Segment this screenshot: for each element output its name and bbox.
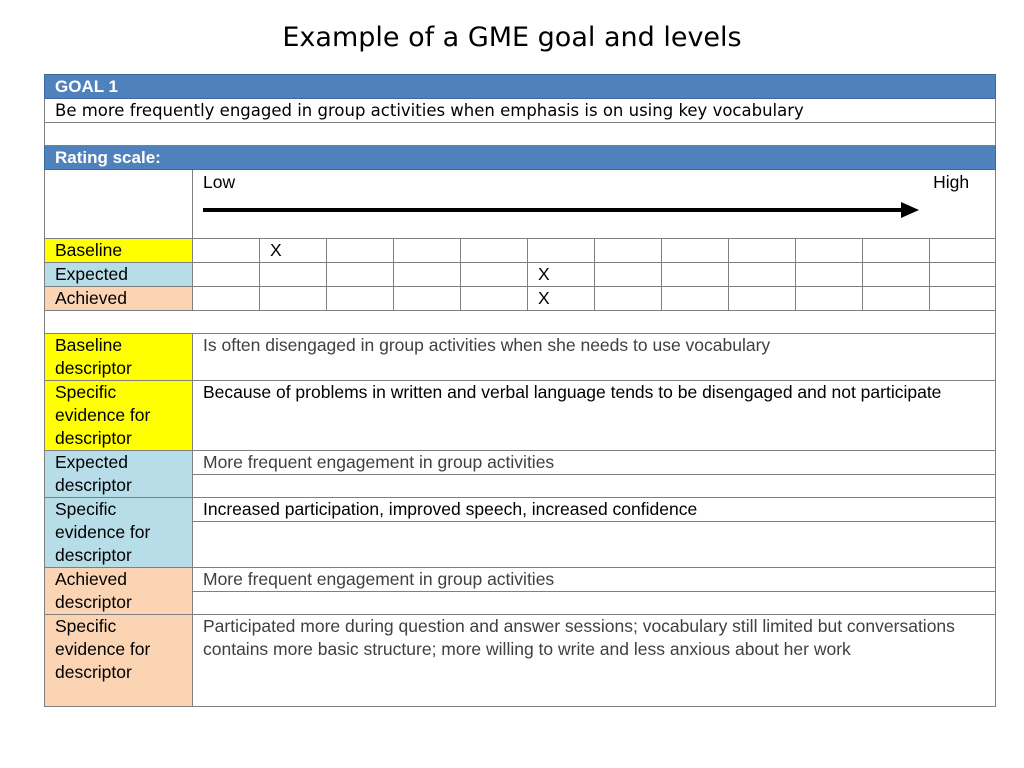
- scale-cell: [193, 263, 260, 287]
- scale-cell: [796, 263, 863, 287]
- levels-grid: [45, 239, 996, 311]
- scale-cell: X: [528, 263, 595, 287]
- achieved-evidence-text: Participated more during question and answer sessions; vocabulary still limited but conversations contains more basic structure; more willing to write and less anxious about her work: [193, 615, 996, 707]
- scale-cell: [193, 287, 260, 311]
- scale-cell: [260, 287, 327, 311]
- scale-cell: X: [528, 287, 595, 311]
- scale-cell: [595, 287, 662, 311]
- page-title: Example of a GME goal and levels: [282, 22, 742, 53]
- scale-cell: [796, 287, 863, 311]
- scale-cell: [260, 263, 327, 287]
- scale-cell: [394, 287, 461, 311]
- spacer-row: [45, 311, 996, 334]
- scale-cell: [729, 263, 796, 287]
- scale-cell: [796, 239, 863, 263]
- empty-cell: [193, 522, 996, 568]
- scale-cell: [394, 263, 461, 287]
- scale-cell: [327, 263, 394, 287]
- scale-cell: [863, 263, 930, 287]
- scale-cell: X: [260, 239, 327, 263]
- empty-cell: [193, 475, 996, 498]
- baseline-descriptor-text: Is often disengaged in group activities when she needs to use vocabulary: [193, 334, 996, 381]
- expected-evidence-text: Increased participation, improved speech, increased confidence: [193, 498, 996, 522]
- scale-cell: [662, 287, 729, 311]
- level-label: Expected: [45, 263, 193, 287]
- scale-cell: [729, 239, 796, 263]
- scale-cell: [595, 239, 662, 263]
- level-label: Baseline: [45, 239, 193, 263]
- scale-cell: [729, 287, 796, 311]
- expected-descriptor-label: Expected descriptor: [45, 451, 193, 498]
- scale-arrow-icon: [203, 200, 919, 220]
- achieved-evidence-label: Specific evidence for descriptor: [45, 615, 193, 707]
- scale-cell: [930, 263, 996, 287]
- baseline-descriptor-label: Baseline descriptor: [45, 334, 193, 381]
- achieved-descriptor-text: More frequent engagement in group activities: [193, 568, 996, 592]
- baseline-evidence-label: Specific evidence for descriptor: [45, 381, 193, 451]
- expected-descriptor-text: More frequent engagement in group activities: [193, 451, 996, 475]
- gme-goal-table: [44, 74, 970, 707]
- scale-label-cell: [45, 170, 193, 239]
- level-row: [45, 287, 996, 311]
- scale-cell: [863, 287, 930, 311]
- spacer-row: [45, 123, 996, 146]
- scale-cell: [327, 239, 394, 263]
- scale-cell: [327, 287, 394, 311]
- rating-scale-header: Rating scale:: [45, 146, 996, 170]
- scale-cell: [930, 239, 996, 263]
- goal-text: Be more frequently engaged in group activities when emphasis is on using key vocabulary: [45, 99, 996, 123]
- scale-cell: [461, 263, 528, 287]
- level-row: [45, 239, 996, 263]
- empty-cell: [193, 592, 996, 615]
- scale-cell: [863, 239, 930, 263]
- level-label: Achieved: [45, 287, 193, 311]
- scale-cell: [193, 239, 260, 263]
- scale-cell: [662, 263, 729, 287]
- goal-header: GOAL 1: [45, 75, 996, 99]
- level-row: [45, 263, 996, 287]
- scale-low-label: Low: [203, 172, 236, 192]
- scale-cell: [528, 239, 595, 263]
- scale-cell: [461, 239, 528, 263]
- scale-cell: [461, 287, 528, 311]
- rating-scale-cell: [193, 170, 996, 239]
- scale-high-label: High: [933, 172, 970, 192]
- scale-cell: [595, 263, 662, 287]
- scale-cell: [394, 239, 461, 263]
- expected-evidence-label: Specific evidence for descriptor: [45, 498, 193, 568]
- scale-cell: [662, 239, 729, 263]
- achieved-descriptor-label: Achieved descriptor: [45, 568, 193, 615]
- scale-cell: [930, 287, 996, 311]
- baseline-evidence-text: Because of problems in written and verbal language tends to be disengaged and not participate: [193, 381, 996, 451]
